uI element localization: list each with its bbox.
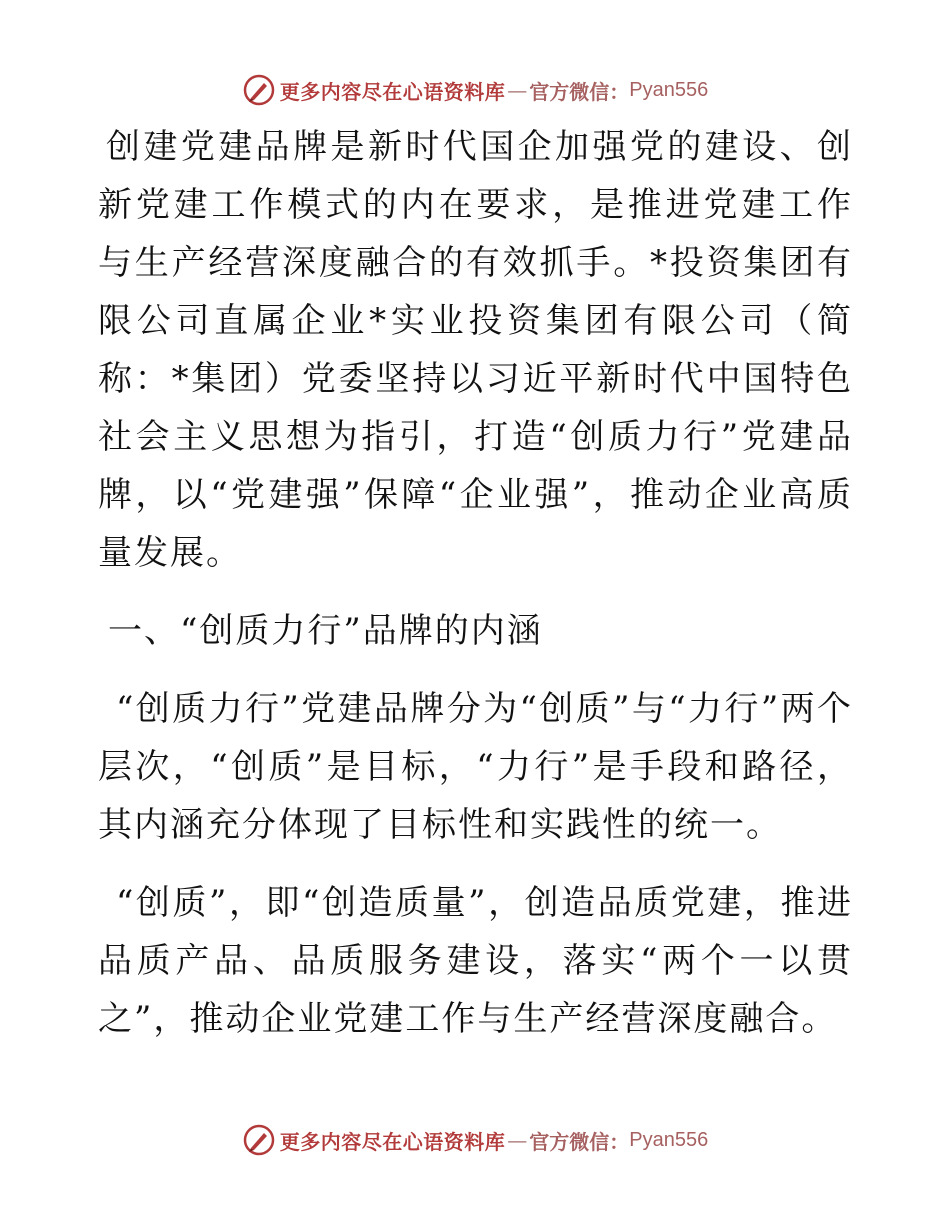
paragraph-gap — [98, 582, 853, 602]
paragraph-gap — [98, 854, 853, 874]
pen-logo-icon — [242, 1123, 276, 1157]
watermark-banner-bottom — [0, 1120, 950, 1160]
watermark-wechat-id: Pyan556 — [629, 1128, 709, 1151]
watermark-wechat-label: 官方微信： — [529, 79, 630, 104]
document-body — [98, 118, 853, 1048]
body-paragraph-2: “创质”，即“创造质量”，创造品质党建，推进品质产品、品质服务建设，落实“两个一以贯之”，推动企业党建工作与生产经营深度融合。 — [98, 883, 853, 1039]
watermark-text: 更多内容尽在心语资料库 — [279, 1129, 506, 1154]
watermark-banner-top — [0, 70, 950, 110]
intro-paragraph: 创建党建品牌是新时代国企加强党的建设、创新党建工作模式的内在要求，是推进党建工作与生产经营深度融合的有效抓手。*投资集团有限公司直属企业*实业投资集团有限公司（简称：*集团）党委坚持以习近平新时代中国特色社会主义思想为指引，打造“创质力行”党建品牌，以“党建强”保障“企业强”，推动企业高质量发展。 — [98, 127, 853, 573]
watermark-wechat-id: Pyan556 — [629, 78, 709, 101]
body-paragraph-1: “创质力行”党建品牌分为“创质”与“力行”两个层次，“创质”是目标，“力行”是手段和路径，其内涵充分体现了目标性和实践性的统一。 — [98, 689, 853, 845]
watermark-text: 更多内容尽在心语资料库 — [279, 79, 506, 104]
pen-logo-icon — [242, 73, 276, 107]
watermark-wechat-label: 官方微信： — [529, 1129, 630, 1154]
section-heading: 一、“创质力行”品牌的内涵 — [108, 611, 543, 651]
watermark-dash: — — [507, 78, 528, 102]
paragraph-gap — [98, 660, 853, 680]
watermark-dash: — — [507, 1128, 528, 1152]
